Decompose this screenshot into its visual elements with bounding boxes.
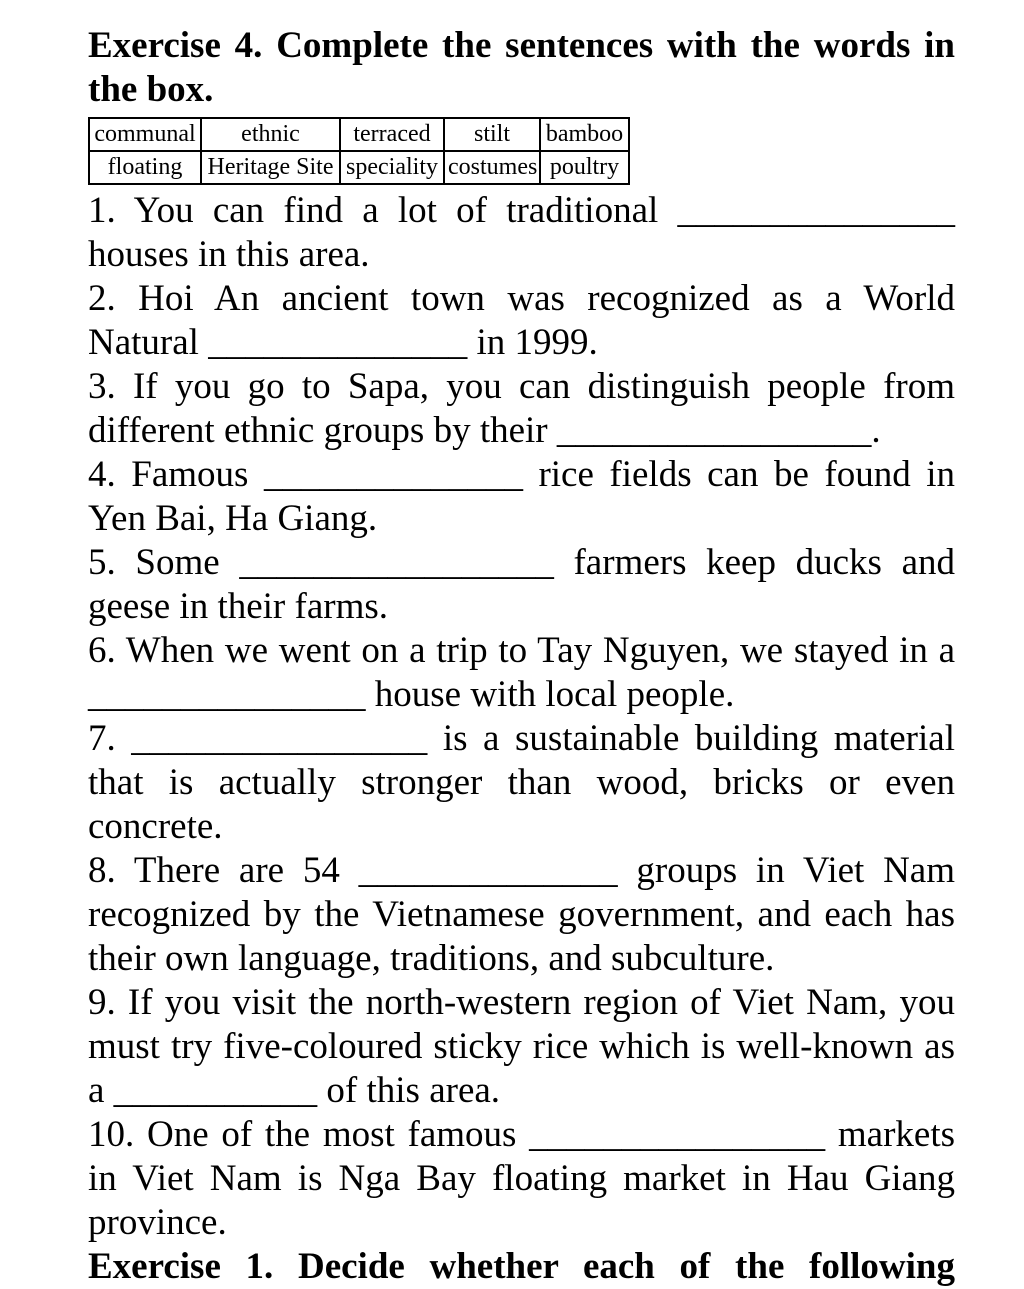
sentence-5: 5. Some _________________ farmers keep ducks and geese in their farms. <box>88 542 955 627</box>
sentence-3: 3. If you go to Sapa, you can distinguish people from different ethnic groups by their _________________. <box>88 366 955 451</box>
word-box-cell: floating <box>89 151 201 184</box>
word-box-row <box>89 118 629 151</box>
sentence-7: 7. ________________ is a sustainable building material that is actually stronger than wood, bricks or even concrete. <box>88 718 955 847</box>
exercise-title: Exercise 4. Complete the sentences with the words in the box. <box>88 25 955 110</box>
sentence-10: 10. One of the most famous ________________ markets in Viet Nam is Nga Bay floating market in Hau Giang province. <box>88 1114 955 1243</box>
sentence-4: 4. Famous ______________ rice fields can be found in Yen Bai, Ha Giang. <box>88 454 955 539</box>
word-box-cell: Heritage Site <box>201 151 340 184</box>
sentence-9: 9. If you visit the north-western region of Viet Nam, you must try five-coloured sticky rice which is well-known as a ___________ of this area. <box>88 982 955 1111</box>
sentence-1: 1. You can find a lot of traditional _______________ houses in this area. <box>88 190 955 275</box>
worksheet-page <box>88 0 955 1289</box>
next-exercise-title-partial: Exercise 1. Decide whether each of the following <box>88 1246 955 1287</box>
word-box-cell: stilt <box>444 118 540 151</box>
word-box-cell: bamboo <box>540 118 629 151</box>
word-box-cell: poultry <box>540 151 629 184</box>
word-box-cell: ethnic <box>201 118 340 151</box>
sentence-2: 2. Hoi An ancient town was recognized as a World Natural ______________ in 1999. <box>88 278 955 363</box>
word-box-cell: speciality <box>340 151 444 184</box>
sentence-6: 6. When we went on a trip to Tay Nguyen, we stayed in a _______________ house with local people. <box>88 630 955 715</box>
word-box-table <box>88 117 630 185</box>
word-box-cell: communal <box>89 118 201 151</box>
sentence-8: 8. There are 54 ______________ groups in Viet Nam recognized by the Vietnamese government, and each has their own language, traditions, and subculture. <box>88 850 955 979</box>
word-box-cell: costumes <box>444 151 540 184</box>
word-box-row <box>89 151 629 184</box>
word-box-cell: terraced <box>340 118 444 151</box>
